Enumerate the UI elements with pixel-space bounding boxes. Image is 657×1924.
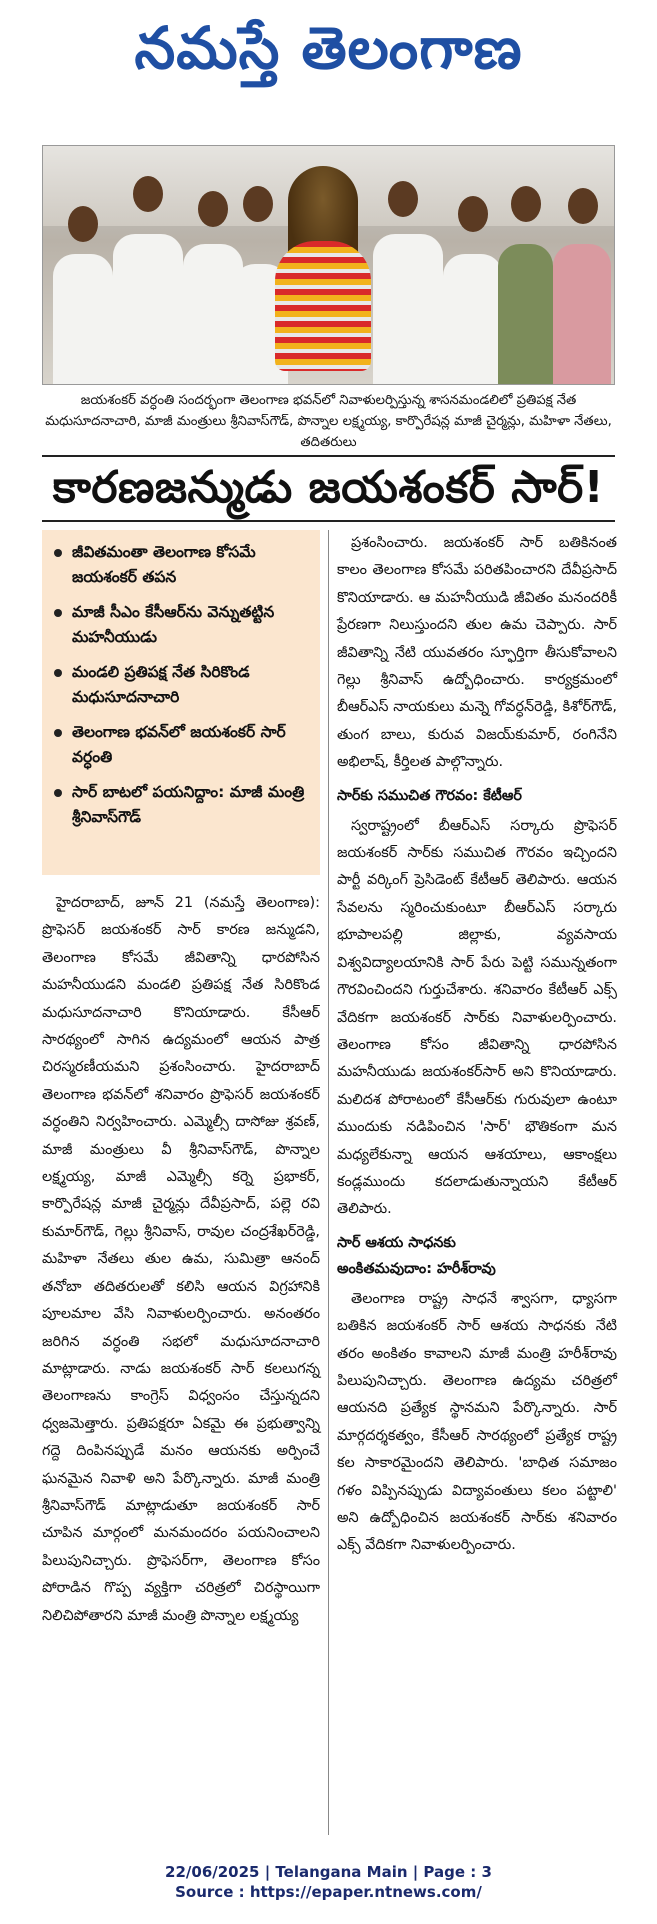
article-subhead: సార్‌కు సముచిత గౌరవం: కేటీఆర్ bbox=[337, 787, 522, 804]
photo-caption: జయశంకర్ వర్ధంతి సందర్భంగా తెలంగాణ భవన్‌లో నివాళులర్పిస్తున్న శాసనమండలిలో ప్రతిపక్ష నేత మధుసూదనాచారి, మాజీ మంత్రులు శ్రీనివాస్‌గౌడ్, పొన్నాల లక్ష్మయ్య, కార్పొరేషన్ల మాజీ చైర్మన్లు, మహిళా నేతలు, తదితరులు bbox=[45, 393, 612, 450]
highlight-item: తెలంగాణ భవన్‌లో జయశంకర్ సార్ వర్ధంతి bbox=[52, 720, 308, 770]
page-footer bbox=[0, 1862, 657, 1902]
article-paragraph: తెలంగాణ రాష్ట్ర సాధనే శ్వాసగా, ధ్యాసగా బతికిన జయశంకర్ సార్ ఆశయ సాధనకు నేటి తరం అంకితం కావాలని మాజీ మంత్రి హరీశ్‌రావు పిలుపునిచ్చారు. తెలంగాణ ఉద్యమ చరిత్రలో ఆయనది ప్రత్యేక స్థానమని పేర్కొన్నారు. సార్ మార్గదర్శకత్వం, కేసీఆర్ సారథ్యంలో ప్రత్యేక రాష్ట్ర కల సాకారమైందని తెలిపారు. 'బాధిత సమాజం గళం విప్పినప్పుడు విద్యావంతులు కలం పట్టాలి' అని ఉద్బోధించిన జయశంకర్ సార్‌కు శనివారం ఎక్స్ వేదికగా నివాళులర్పించారు. bbox=[337, 1290, 617, 1554]
newspaper-logo: నమస్తే తెలంగాణ bbox=[134, 13, 523, 82]
garland bbox=[275, 241, 371, 371]
article-column-left bbox=[42, 890, 320, 1630]
news-photo bbox=[42, 145, 615, 385]
column-divider bbox=[328, 530, 329, 1835]
highlight-item: జీవితమంతా తెలంగాణ కోసమే జయశంకర్ తపన bbox=[52, 540, 308, 590]
masthead bbox=[0, 0, 657, 110]
article-subhead: అంకితమవుదాం: హరీశ్‌రావు bbox=[337, 1260, 496, 1277]
article-headline: కారణజన్ముడు జయశంకర్ సార్! bbox=[52, 462, 605, 513]
article-paragraph: ప్రశంసించారు. జయశంకర్ సార్ బతికినంత కాలం తెలంగాణ కోసమే పరితపించారని దేవీప్రసాద్ కొనియాడారు. ఆ మహనీయుడి జీవితం మనందరికీ ప్రేరణగా నిలుస్తుందని తుల ఉమ చెప్పారు. సార్ జీవితాన్ని నేటి యువతరం స్ఫూర్తిగా తీసుకోవాలని గెల్లు శ్రీనివాస్ ఉద్బోధించారు. కార్యక్రమంలో బీఆర్‌ఎస్ నాయకులు మన్నె గోవర్ధన్‌రెడ్డి, కిశోర్‌గౌడ్, తుంగ బాలు, కురువ విజయ్‌కుమార్, రంగినేని అభిలాష్, కీర్తిలత పాల్గొన్నారు. bbox=[337, 535, 617, 771]
article-paragraph: హైదరాబాద్, జూన్ 21 (నమస్తే తెలంగాణ): ప్రొఫెసర్ జయశంకర్ సార్ కారణ జన్ముడని, తెలంగాణ కోసమే జీవితాన్ని ధారపోసిన మహనీయుడని మండలి ప్రతిపక్ష నేత సిరికొండ మధుసూదనాచారి కొనియాడారు. కేసీఆర్ సారథ్యంలో సాగిన ఉద్యమంలో ఆయన పాత్ర చిరస్మరణీయమని ప్రశంసించారు. హైదరాబాద్ తెలంగాణ భవన్‌లో శనివారం ప్రొఫెసర్ జయశంకర్ వర్ధంతిని నిర్వహించారు. ఎమ్మెల్సీ దాసోజు శ్రవణ్, మాజీ మంత్రులు వీ శ్రీనివాస్‌గౌడ్, పొన్నాల లక్ష్మయ్య, మాజీ ఎమ్మెల్సీ కర్నె ప్రభాకర్, కార్పొరేషన్ల మాజీ చైర్మన్లు దేవీప్రసాద్, పల్లె రవి కుమార్‌గౌడ్, గెల్లు శ్రీనివాస్, రావుల చంద్రశేఖర్‌రెడ్డి, మహిళా నేతలు తుల ఉమ, సుమిత్రా ఆనంద్ తనోబా తదితరులతో కలిసి ఆయన విగ్రహానికి పూలమాల వేసి నివాళులర్పించారు. అనంతరం జరిగిన వర్ధంతి సభలో మధుసూదనాచారి మాట్లాడారు. నాడు జయశంకర్ సార్ కలలుగన్న తెలంగాణను కాంగ్రెస్ విధ్వంసం చేస్తున్నదని ధ్వజమెత్తారు. ప్రతిపక్షరూ ఏకమై ఈ ప్రభుత్వాన్ని గద్దె దింపినప్పుడే మనం ఆయనకు అర్పించే ఘనమైన నివాళి అని పేర్కొన్నారు. మాజీ మంత్రి శ్రీనివాస్‌గౌడ్ మాట్లాడుతూ జయశంకర్ సార్ చూపిన మార్గంలో మనమందరం పయనించాలని పిలుపునిచ్చారు. ప్రొఫెసర్‌గా, తెలంగాణ కోసం పోరాడిన గొప్ప వ్యక్తిగా చరిత్రలో చిరస్థాయిగా నిలిచిపోతారని మాజీ మంత్రి పొన్నాల లక్ష్మయ్య bbox=[42, 895, 320, 1624]
highlight-item: మండలి ప్రతిపక్ష నేత సిరికొండ మధుసూదనాచారి bbox=[52, 660, 308, 710]
divider bbox=[42, 455, 615, 457]
highlight-item: మాజీ సీఎం కేసీఆర్‌ను వెన్నుతట్టిన మహనీయుడు bbox=[52, 600, 308, 650]
highlight-item: సార్ బాటలో పయనిద్దాం: మాజీ మంత్రి శ్రీనివాస్‌గౌడ్ bbox=[52, 780, 308, 830]
article-paragraph: స్వరాష్ట్రంలో బీఆర్‌ఎస్ సర్కారు ప్రొఫెసర్ జయశంకర్ సార్‌కు సముచిత గౌరవం ఇచ్చిందని పార్టీ వర్కింగ్ ప్రెసిడెంట్ కేటీఆర్ తెలిపారు. ఆయన సేవలను స్మరించుకుంటూ బీఆర్‌ఎస్ సర్కారు భూపాలపల్లి జిల్లాకు, వ్యవసాయ విశ్వవిద్యాలయానికి సార్ పేరు పెట్టి సమున్నతంగా గౌరవించిందని గుర్తుచేశారు. శనివారం కేటీఆర్ ఎక్స్ వేదికగా జయశంకర్ సార్‌కు నివాళులర్పించారు. తెలంగాణ కోసం జీవితాన్ని ధారపోసిన మహనీయుడు జయశంకర్‌సార్ అని కొనియాడారు. మలిదశ పోరాటంలో కేసీఆర్‌కు గురువులా ఉంటూ ముందుకు నడిపించిన 'సార్' భౌతికంగా మన మధ్యలేకున్నా ఆయన ఆశయాలు, ఆకాంక్షలు కండ్లముందు కదలాడుతున్నాయని కేటీఆర్ తెలిపారు. bbox=[337, 817, 617, 1218]
footer-source-line: Source : https://epaper.ntnews.com/ bbox=[175, 1883, 482, 1901]
article-subhead: సార్ ఆశయ సాధనకు bbox=[337, 1234, 456, 1251]
highlights-box bbox=[42, 530, 320, 875]
article-column-right bbox=[337, 530, 617, 1560]
divider bbox=[42, 520, 615, 522]
footer-date-line: 22/06/2025 | Telangana Main | Page : 3 bbox=[165, 1863, 492, 1881]
